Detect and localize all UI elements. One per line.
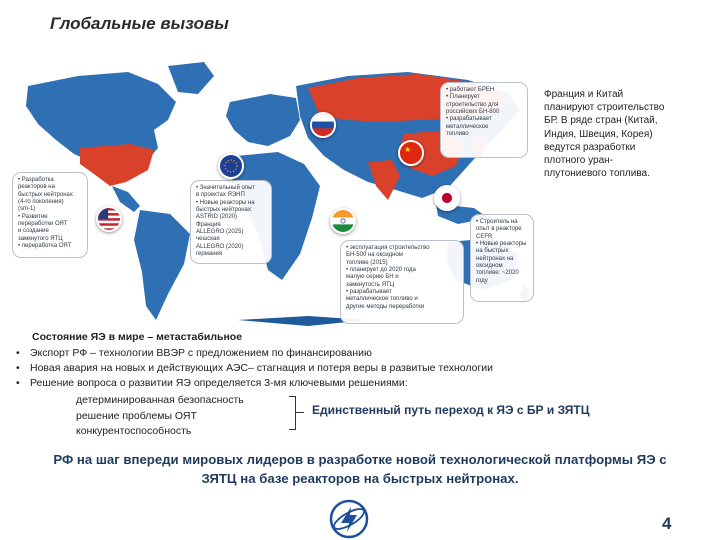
continent-south-america bbox=[134, 210, 190, 320]
flag-india bbox=[330, 208, 356, 234]
key-decision-item: решение проблемы ОЯТ bbox=[76, 409, 197, 422]
flag-usa bbox=[96, 206, 122, 232]
russia-callout: • работают БРЕН • Планирует строительство для российских БН-800 • разрабатывает металлическое топливо bbox=[440, 82, 528, 158]
page-number: 4 bbox=[662, 514, 672, 533]
key-decision-item: конкурентоспособность bbox=[76, 425, 192, 437]
flag-japan bbox=[434, 185, 460, 211]
svg-text:★: ★ bbox=[404, 145, 412, 155]
flag-china bbox=[398, 140, 424, 166]
flag-eu bbox=[218, 153, 244, 179]
only-path-statement: Единственный путь переход к ЯЭ с БР и ЗЯТЦ bbox=[312, 403, 590, 417]
india-callout: • эксплуатация строительство БН-500 на оксидном топливе (2015) • планирует до 2020 года малую серию БН и замкнутость ЯТЦ • разрабатывает металлическое топливо и другие методы переработки bbox=[340, 240, 464, 324]
key-decision-item: детерминированная безопасность bbox=[76, 394, 244, 406]
slide-title: Глобальные вызовы bbox=[50, 14, 229, 33]
conclusion: РФ на шаг впереди мировых лидеров в разработке новой технологической платформы ЯЭ с ЗЯТЦ на базе реакторов на быстрых нейтронах. bbox=[53, 452, 667, 486]
usa-highlight bbox=[80, 144, 154, 186]
usa-callout: • Разработка реакторов на быстрых нейтронах (4-го поколения) (sm-1) • Развитие переработки ОЯТ и создание замкнутого ЯТЦ • переработка ОЯТ bbox=[12, 172, 88, 258]
bullet-list bbox=[16, 346, 493, 391]
greenland bbox=[168, 62, 214, 94]
europe-callout: • Значительный опыт в проектах ЯЭНП • Новые реакторы на быстрых нейтронах: ASTRID (2020) Франция ALLEGRO (2025) чешская ALLEGRO (2020) германия bbox=[190, 180, 272, 264]
china-callout: • Строитель на опыт в реакторе CEFR • Новые реакторы на быстрых нейтронах на оксидном топливе: ~2020 году bbox=[470, 214, 534, 302]
continent-europe bbox=[226, 94, 300, 146]
bullet-item: • Решение вопроса о развитии ЯЭ определяется 3-мя ключевыми решениями: bbox=[16, 376, 493, 391]
key-decisions bbox=[76, 393, 244, 440]
state-heading: Состояние ЯЭ в мире – метастабильное bbox=[32, 331, 243, 343]
bullet-item: • Новая авария на новых и действующих АЭС– стагнация и потеря веры в развитые технологии bbox=[16, 361, 493, 376]
flag-russia bbox=[310, 112, 336, 138]
side-note: Франция и Китай планируют строительство БР. В ряде стран (Китай, Индия, Швеция, Корея) ведутся разработки плотного уран- плутониевого топлива. bbox=[544, 89, 665, 180]
rosatom-logo bbox=[329, 499, 369, 539]
grouping-bracket bbox=[289, 396, 296, 430]
bullet-item: • Экспорт РФ – технологии ВВЭР с предложением по финансированию bbox=[16, 346, 493, 361]
